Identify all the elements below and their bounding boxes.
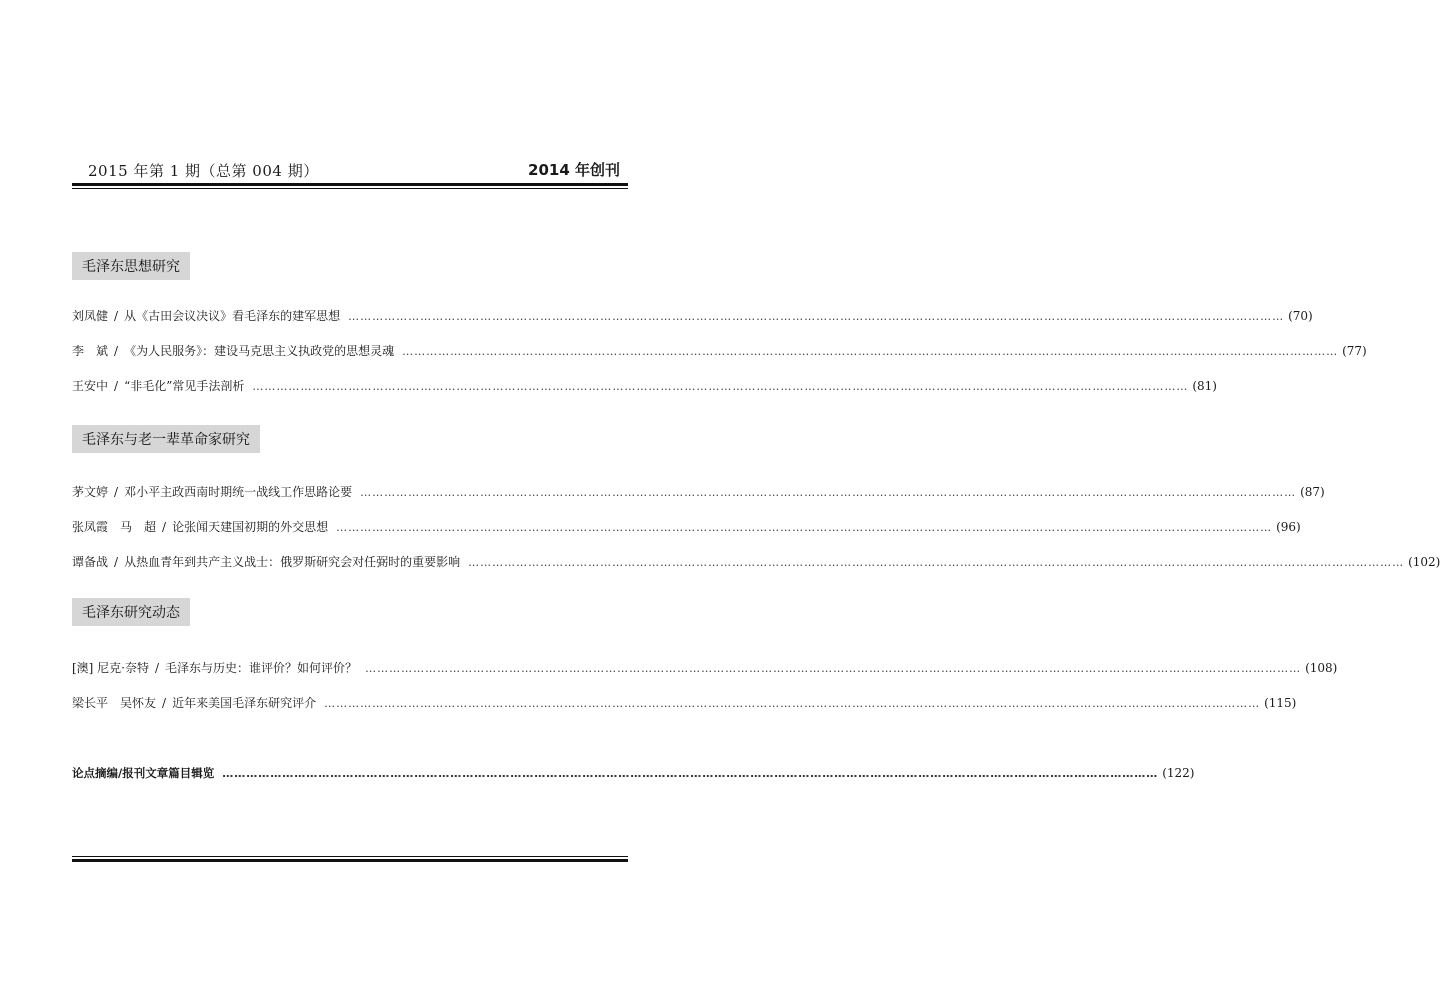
entry-separator: / xyxy=(114,309,119,323)
entry-title: 从热血青年到共产主义战士：俄罗斯研究会对任弼时的重要影响 xyxy=(124,555,461,569)
founded-label: 2014 年创刊 xyxy=(528,161,620,179)
entry-author: 刘凤健 xyxy=(72,309,109,323)
header-rule-thin xyxy=(72,188,628,189)
entry-separator: / xyxy=(114,485,119,499)
dot-leader: ……………………………………………………………………………………………………………………………………………………………………………………………………………… xyxy=(468,556,1405,569)
toc-entry[interactable] xyxy=(72,342,1367,362)
entry-author: 梁长平 吴怀友 xyxy=(72,696,157,710)
header-rule-thick xyxy=(72,183,628,186)
dot-leader: ……………………………………………………………………………………………………………………………………………………………………………………………………………… xyxy=(252,380,1189,393)
entry-title: 论点摘编/报刊文章篇目辑览 xyxy=(72,766,215,780)
issue-label: 2015 年第 1 期（总第 004 期） xyxy=(88,162,319,180)
entry-separator: / xyxy=(162,696,167,710)
entry-title: 邓小平主政西南时期统一战线工作思路论要 xyxy=(124,485,353,499)
entry-page: (70) xyxy=(1288,309,1313,323)
entry-separator: / xyxy=(114,379,119,393)
dot-leader: ……………………………………………………………………………………………………………………………………………………………………………………………………………… xyxy=(365,662,1302,675)
entry-author: 茅文婷 xyxy=(72,485,109,499)
toc-entry[interactable] xyxy=(72,553,1440,573)
toc-entry[interactable] xyxy=(72,659,1338,679)
entry-separator: / xyxy=(155,661,160,675)
entry-title: 近年来美国毛泽东研究评介 xyxy=(172,696,317,710)
entry-separator: / xyxy=(114,555,119,569)
entry-page: (77) xyxy=(1342,344,1367,358)
dot-leader: ……………………………………………………………………………………………………………………………………………………………………………………………………………… xyxy=(324,697,1261,710)
entry-title: 《为人民服务》：建设马克思主义执政党的思想灵魂 xyxy=(124,344,395,358)
toc-entry[interactable] xyxy=(72,518,1301,538)
toc-entry-digest[interactable] xyxy=(72,765,1195,785)
entry-author: 王安中 xyxy=(72,379,109,393)
section-heading-mao-thought: 毛泽东思想研究 xyxy=(72,252,190,280)
toc-entry[interactable] xyxy=(72,377,1217,397)
dot-leader: ……………………………………………………………………………………………………………………………………………………………………………………………………………… xyxy=(336,521,1273,534)
entry-author: [澳] 尼克·奈特 xyxy=(72,661,149,675)
entry-page: (122) xyxy=(1162,766,1195,780)
dot-leader: ……………………………………………………………………………………………………………………………………………………………………………………………………………… xyxy=(402,345,1339,358)
entry-title: 论张闻天建国初期的外交思想 xyxy=(172,520,329,534)
footer-rule-thick xyxy=(72,859,628,862)
toc-entry[interactable] xyxy=(72,307,1313,327)
entry-page: (108) xyxy=(1305,661,1338,675)
entry-author: 张凤霞 马 超 xyxy=(72,520,157,534)
entry-page: (87) xyxy=(1300,485,1325,499)
entry-title: 毛泽东与历史：谁评价？如何评价？ xyxy=(165,661,358,675)
dot-leader: ……………………………………………………………………………………………………………………………………………………………………………………………………………… xyxy=(348,310,1285,323)
entry-page: (102) xyxy=(1408,555,1440,569)
dot-leader: ……………………………………………………………………………………………………………………………………………………………………………………………………………… xyxy=(222,767,1159,780)
entry-title: 从《古田会议决议》看毛泽东的建军思想 xyxy=(124,309,341,323)
entry-page: (81) xyxy=(1192,379,1217,393)
footer-rule-thin xyxy=(72,856,628,857)
toc-entry[interactable] xyxy=(72,694,1297,714)
entry-title: “非毛化”常见手法剖析 xyxy=(124,379,245,393)
entry-author: 谭备战 xyxy=(72,555,109,569)
entry-separator: / xyxy=(114,344,119,358)
entry-page: (115) xyxy=(1264,696,1297,710)
entry-page: (96) xyxy=(1276,520,1301,534)
dot-leader: ……………………………………………………………………………………………………………………………………………………………………………………………………………… xyxy=(360,486,1297,499)
entry-author: 李 斌 xyxy=(72,344,109,358)
entry-separator: / xyxy=(162,520,167,534)
section-heading-research-dynamics: 毛泽东研究动态 xyxy=(72,598,190,626)
toc-entry[interactable] xyxy=(72,483,1325,503)
section-heading-revolutionaries: 毛泽东与老一辈革命家研究 xyxy=(72,425,260,453)
